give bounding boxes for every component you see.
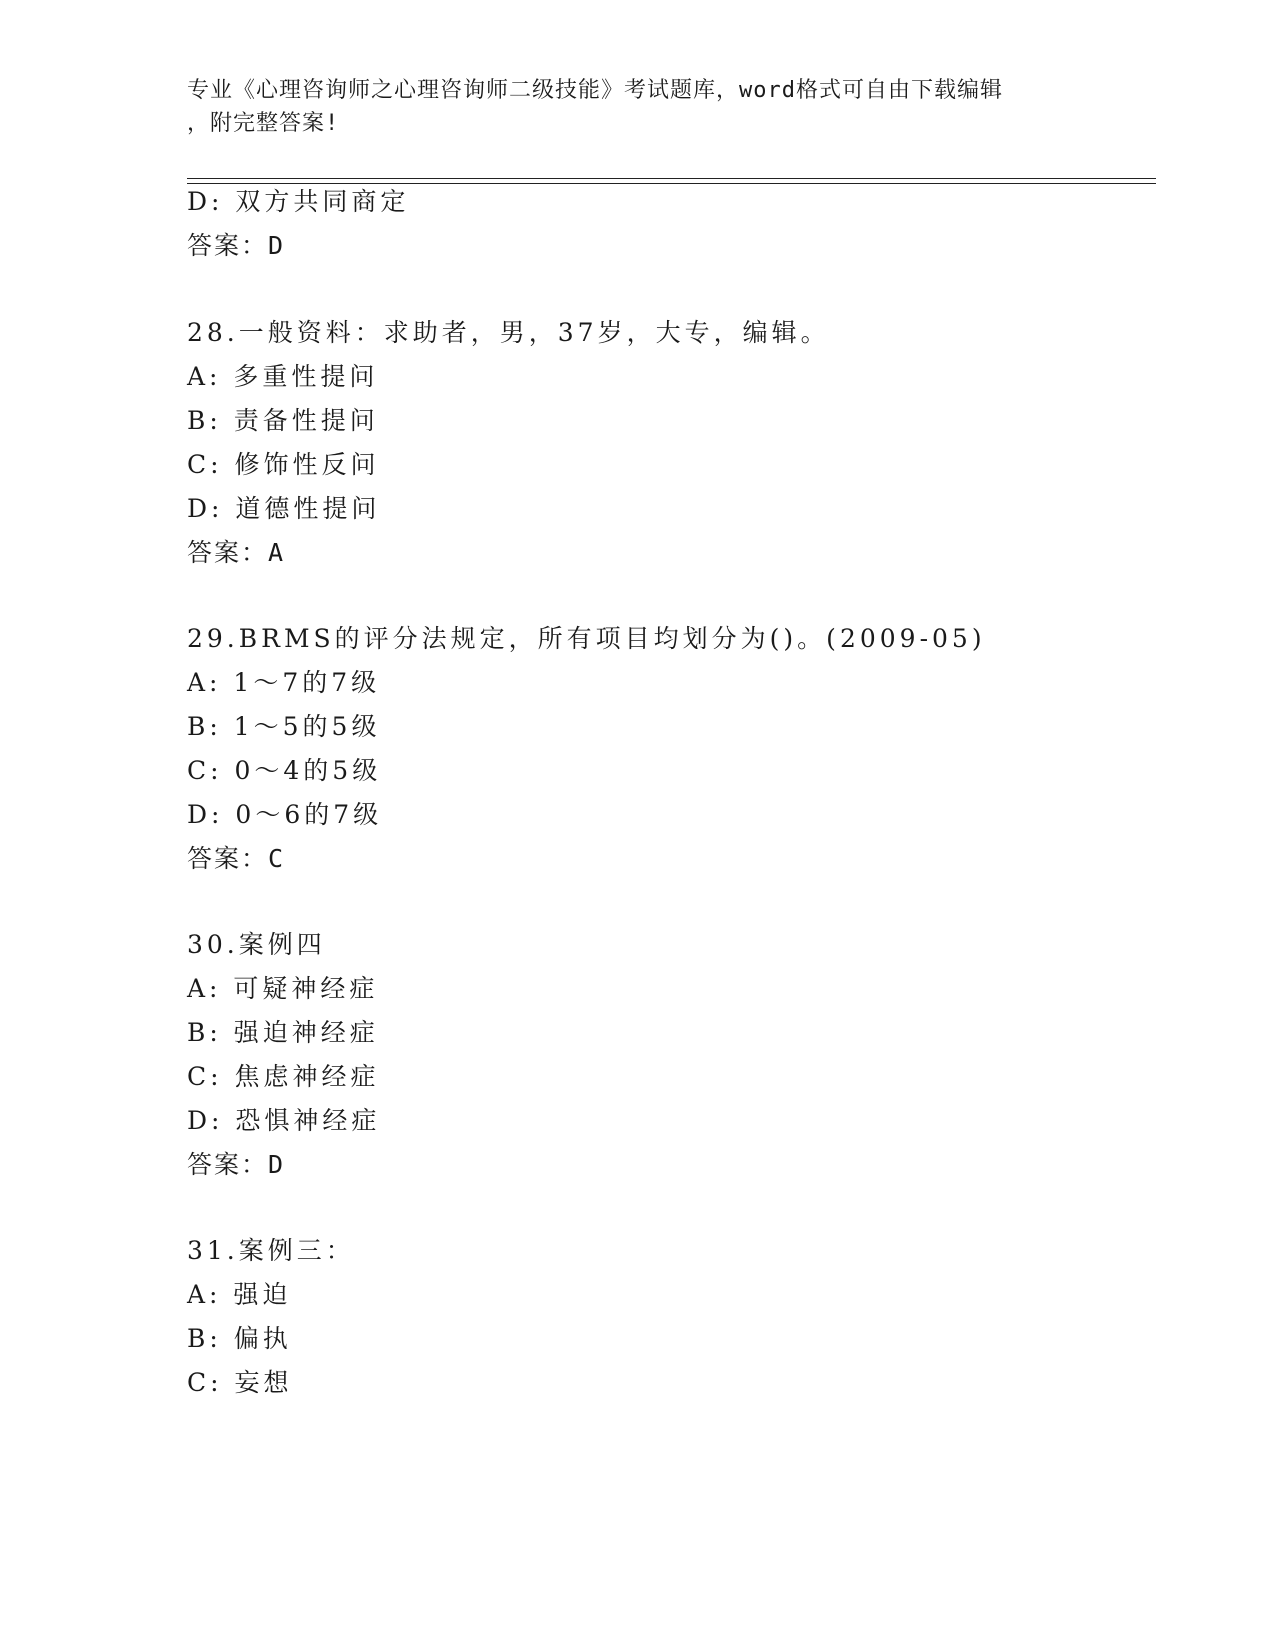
answer-label: 答案：D: [187, 1150, 286, 1179]
answer-label: 答案：A: [187, 538, 286, 567]
option-b: B: 强迫神经症: [187, 1018, 379, 1047]
option-c: C: 焦虑神经症: [187, 1062, 380, 1091]
document-header: [187, 74, 1087, 140]
option-b: B: 责备性提问: [187, 406, 379, 435]
option-c: C: 修饰性反问: [187, 450, 380, 479]
option-d: D: 恐惧神经症: [187, 1106, 381, 1135]
header-divider-top: [187, 178, 1156, 179]
option-b: B: 1～5的5级: [187, 712, 381, 741]
question-stem-30: 30.案例四: [187, 930, 326, 959]
answer-label: 答案：D: [187, 231, 286, 260]
option-d: D: 道德性提问: [187, 494, 381, 523]
option-d: D: 0～6的7级: [187, 800, 383, 829]
option-c: C: 妄想: [187, 1368, 293, 1397]
header-line-2: ，附完整答案!: [187, 111, 340, 136]
option-a: A: 多重性提问: [187, 362, 379, 391]
option-a: A: 可疑神经症: [187, 974, 379, 1003]
question-stem-28: 28.一般资料：求助者，男，37岁，大专，编辑。: [187, 318, 830, 347]
option-c: C: 0～4的5级: [187, 756, 382, 785]
option-a: A: 强迫: [187, 1280, 292, 1309]
option-a: A: 1～7的7级: [187, 668, 381, 697]
question-stem-29: 29.BRMS的评分法规定，所有项目均划分为()。(2009-05): [187, 624, 986, 653]
answer-label: 答案：C: [187, 844, 286, 873]
option-d: D: 双方共同商定: [187, 187, 410, 216]
question-stem-31: 31.案例三：: [187, 1236, 355, 1265]
header-line-1: 专业《心理咨询师之心理咨询师二级技能》考试题库，word格式可自由下载编辑: [187, 78, 1003, 103]
option-b: B: 偏执: [187, 1324, 292, 1353]
header-divider-bottom: [187, 183, 1156, 184]
